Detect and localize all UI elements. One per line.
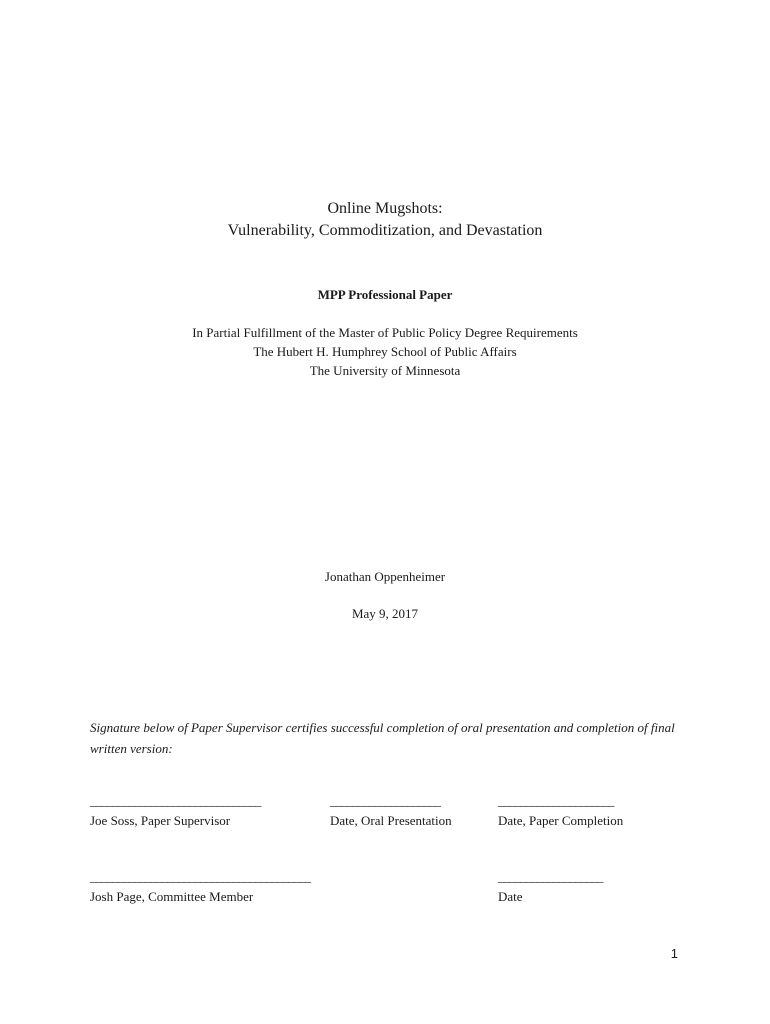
signature-note: Signature below of Paper Supervisor certifies successful completion of oral presentation and completion of final written version:: [90, 720, 675, 756]
oral-date-label: Date, Oral Presentation: [330, 813, 452, 828]
page-number: 1: [670, 946, 678, 961]
supervisor-label: Joe Soss, Paper Supervisor: [90, 813, 231, 828]
affiliation-line-1: In Partial Fulfillment of the Master of Public Policy Degree Requirements: [192, 325, 578, 340]
title-line-2: Vulnerability, Commoditization, and Devastation: [227, 222, 543, 239]
completion-date-label: Date, Paper Completion: [498, 813, 624, 828]
completion-date-line: _____________________: [498, 793, 614, 808]
paper-type-heading: MPP Professional Paper: [317, 287, 453, 302]
paper-date: May 9, 2017: [351, 606, 419, 621]
affiliation-line-3: The University of Minnesota: [309, 363, 461, 378]
supervisor-signature-line: _______________________________: [90, 793, 261, 808]
oral-date-line: ____________________: [330, 793, 440, 808]
title-line-1: Online Mugshots:: [327, 200, 443, 217]
author-name: Jonathan Oppenheimer: [324, 569, 446, 584]
committee-member-label: Josh Page, Committee Member: [90, 889, 254, 904]
committee-date-label: Date: [498, 889, 523, 904]
affiliation-line-2: The Hubert H. Humphrey School of Public Affairs: [253, 344, 517, 359]
committee-signature-line: ________________________________________: [90, 869, 310, 884]
committee-date-line: ___________________: [498, 869, 603, 884]
